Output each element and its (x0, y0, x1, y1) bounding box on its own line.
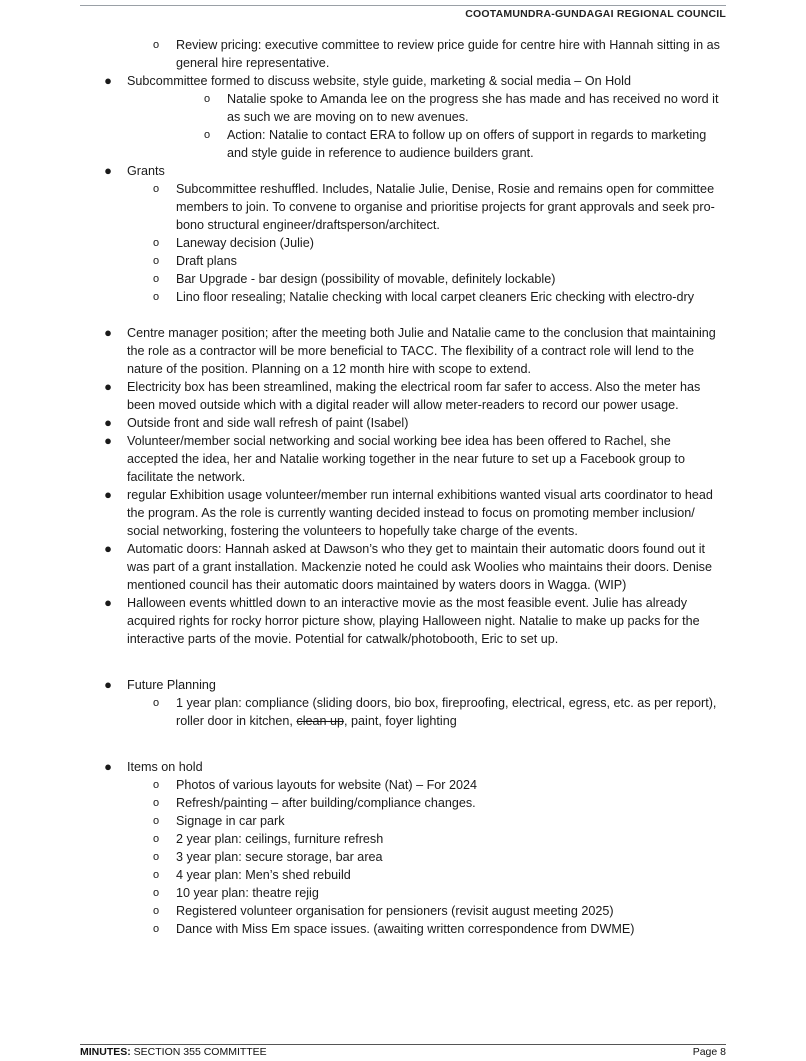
item-text: Subcommittee formed to discuss website, style guide, marketing & social media – On Hold (127, 74, 631, 88)
list-item (0, 36, 806, 72)
list-item (0, 126, 806, 162)
list-item (0, 848, 806, 866)
item-text: regular Exhibition usage volunteer/member run internal exhibitions wanted visual arts coordinator to head the program. As the role is currently wanting decided instead to focus on promoting member inclusion/ social networking, fostering the volunteers to hopefully take charge of the events. (127, 488, 713, 538)
list-item (0, 234, 806, 252)
item-text: , paint, foyer lighting (344, 714, 457, 728)
list-item (0, 288, 806, 306)
circle-bullet-icon: o (152, 697, 160, 709)
bullet-icon: ● (104, 433, 112, 448)
list-item (0, 758, 806, 776)
item-text: Action: Natalie to contact ERA to follow up on offers of support in regards to marketing and style guide in reference to audience builders grant. (227, 128, 707, 160)
circle-bullet-icon: o (203, 93, 211, 105)
footer-rule (80, 1044, 726, 1045)
list-item (0, 884, 806, 902)
circle-bullet-icon: o (152, 815, 160, 827)
circle-bullet-icon: o (152, 39, 160, 51)
item-text: 4 year plan: Men’s shed rebuild (176, 868, 351, 882)
circle-bullet-icon: o (152, 887, 160, 899)
list-item (0, 72, 806, 90)
bullet-icon: ● (104, 541, 112, 556)
list-item (0, 776, 806, 794)
list-item (0, 866, 806, 884)
item-text: 2 year plan: ceilings, furniture refresh (176, 832, 384, 846)
circle-bullet-icon: o (152, 291, 160, 303)
struck-text: clean up (296, 714, 345, 728)
circle-bullet-icon: o (152, 905, 160, 917)
circle-bullet-icon: o (152, 237, 160, 249)
list-item (0, 180, 806, 234)
list-item (0, 902, 806, 920)
bullet-icon: ● (104, 415, 112, 430)
circle-bullet-icon: o (152, 779, 160, 791)
item-text: Dance with Miss Em space issues. (awaiting written correspondence from DWME) (176, 922, 635, 936)
item-text: Bar Upgrade - bar design (possibility of movable, definitely lockable) (176, 272, 556, 286)
item-text: Automatic doors: Hannah asked at Dawson’s who they get to maintain their automatic doors found out it was part of a grant installation. Mackenzie noted he could ask Woolies who maintains their doors. Denise mentioned council has their automatic doors maintained by waters doors in Wagga. (WIP) (127, 542, 712, 592)
list-item (0, 594, 806, 648)
list-item (0, 830, 806, 848)
list-item (0, 270, 806, 288)
circle-bullet-icon: o (152, 923, 160, 935)
list-item (0, 324, 806, 378)
minutes-body (0, 36, 806, 938)
list-item (0, 676, 806, 694)
bullet-icon: ● (104, 487, 112, 502)
item-text: 10 year plan: theatre rejig (176, 886, 319, 900)
circle-bullet-icon: o (152, 255, 160, 267)
list-item (0, 90, 806, 126)
list-item (0, 414, 806, 432)
circle-bullet-icon: o (203, 129, 211, 141)
list-item (0, 794, 806, 812)
item-text: Volunteer/member social networking and social working bee idea has been offered to Rachel, she accepted the idea, her and Natalie working together in the near future to set up a Facebook group to facilitate the network. (127, 434, 685, 484)
item-text: Items on hold (127, 760, 203, 774)
circle-bullet-icon: o (152, 797, 160, 809)
list-item (0, 252, 806, 270)
footer-document-label (80, 1046, 267, 1058)
item-text: Grants (127, 164, 165, 178)
item-text: 3 year plan: secure storage, bar area (176, 850, 383, 864)
footer-minutes-label: MINUTES: (80, 1046, 131, 1058)
item-text: Draft plans (176, 254, 237, 268)
item-text: Outside front and side wall refresh of paint (Isabel) (127, 416, 409, 430)
bullet-icon: ● (104, 677, 112, 692)
list-item (0, 486, 806, 540)
list-item (0, 920, 806, 938)
item-text: 1 year plan: compliance (sliding doors, bio box, fireproofing, electrical, egress, etc. as per report), roller door in kitchen, (176, 696, 717, 728)
list-item (0, 694, 806, 730)
circle-bullet-icon: o (152, 183, 160, 195)
item-text: Laneway decision (Julie) (176, 236, 314, 250)
bullet-icon: ● (104, 325, 112, 340)
item-text: Review pricing: executive committee to review price guide for centre hire with Hannah sitting in as general hire representative. (176, 38, 720, 70)
list-item (0, 540, 806, 594)
item-text: Lino floor resealing; Natalie checking with local carpet cleaners Eric checking with electro-dry (176, 290, 694, 304)
item-text: Centre manager position; after the meeting both Julie and Natalie came to the conclusion that maintaining the role as a contractor will be more beneficial to TACC. The flexibility of a contract role will lend to the nature of the position. Planning on a 12 month hire with scope to extend. (127, 326, 716, 376)
bullet-icon: ● (104, 163, 112, 178)
item-text: Registered volunteer organisation for pensioners (revisit august meeting 2025) (176, 904, 614, 918)
bullet-icon: ● (104, 595, 112, 610)
header-rule (80, 5, 726, 6)
spacer (0, 730, 806, 758)
bullet-icon: ● (104, 73, 112, 88)
list-item (0, 812, 806, 830)
item-text: Future Planning (127, 678, 216, 692)
circle-bullet-icon: o (152, 851, 160, 863)
header-council-name: COOTAMUNDRA-GUNDAGAI REGIONAL COUNCIL (465, 8, 726, 20)
item-text: Refresh/painting – after building/compliance changes. (176, 796, 476, 810)
spacer (0, 306, 806, 324)
footer-committee: SECTION 355 COMMITTEE (133, 1046, 267, 1058)
page-number: Page 8 (692, 1046, 726, 1058)
spacer (0, 648, 806, 676)
list-item (0, 162, 806, 180)
bullet-icon: ● (104, 759, 112, 774)
list-item (0, 378, 806, 414)
item-text: Natalie spoke to Amanda lee on the progress she has made and has received no word it as such we are moving on to new avenues. (227, 92, 719, 124)
list-item (0, 432, 806, 486)
item-text: Photos of various layouts for website (Nat) – For 2024 (176, 778, 477, 792)
circle-bullet-icon: o (152, 869, 160, 881)
item-text: Subcommittee reshuffled. Includes, Natalie Julie, Denise, Rosie and remains open for committee members to join. To convene to organise and prioritise projects for grant approvals and seek pro-bono structural engineer/draftsperson/architect. (176, 182, 715, 232)
item-text: Halloween events whittled down to an interactive movie as the most feasible event. Julie has already acquired rights for rocky horror picture show, playing Halloween night. Natalie to make up packs for the interactive parts of the movie. Potential for catwalk/photobooth, Eric to set up. (127, 596, 700, 646)
circle-bullet-icon: o (152, 273, 160, 285)
circle-bullet-icon: o (152, 833, 160, 845)
item-text: Electricity box has been streamlined, making the electrical room far safer to access. Also the meter has been moved outside which with a digital reader will allow meter-readers to record our power usage. (127, 380, 701, 412)
item-text: Signage in car park (176, 814, 285, 828)
bullet-icon: ● (104, 379, 112, 394)
